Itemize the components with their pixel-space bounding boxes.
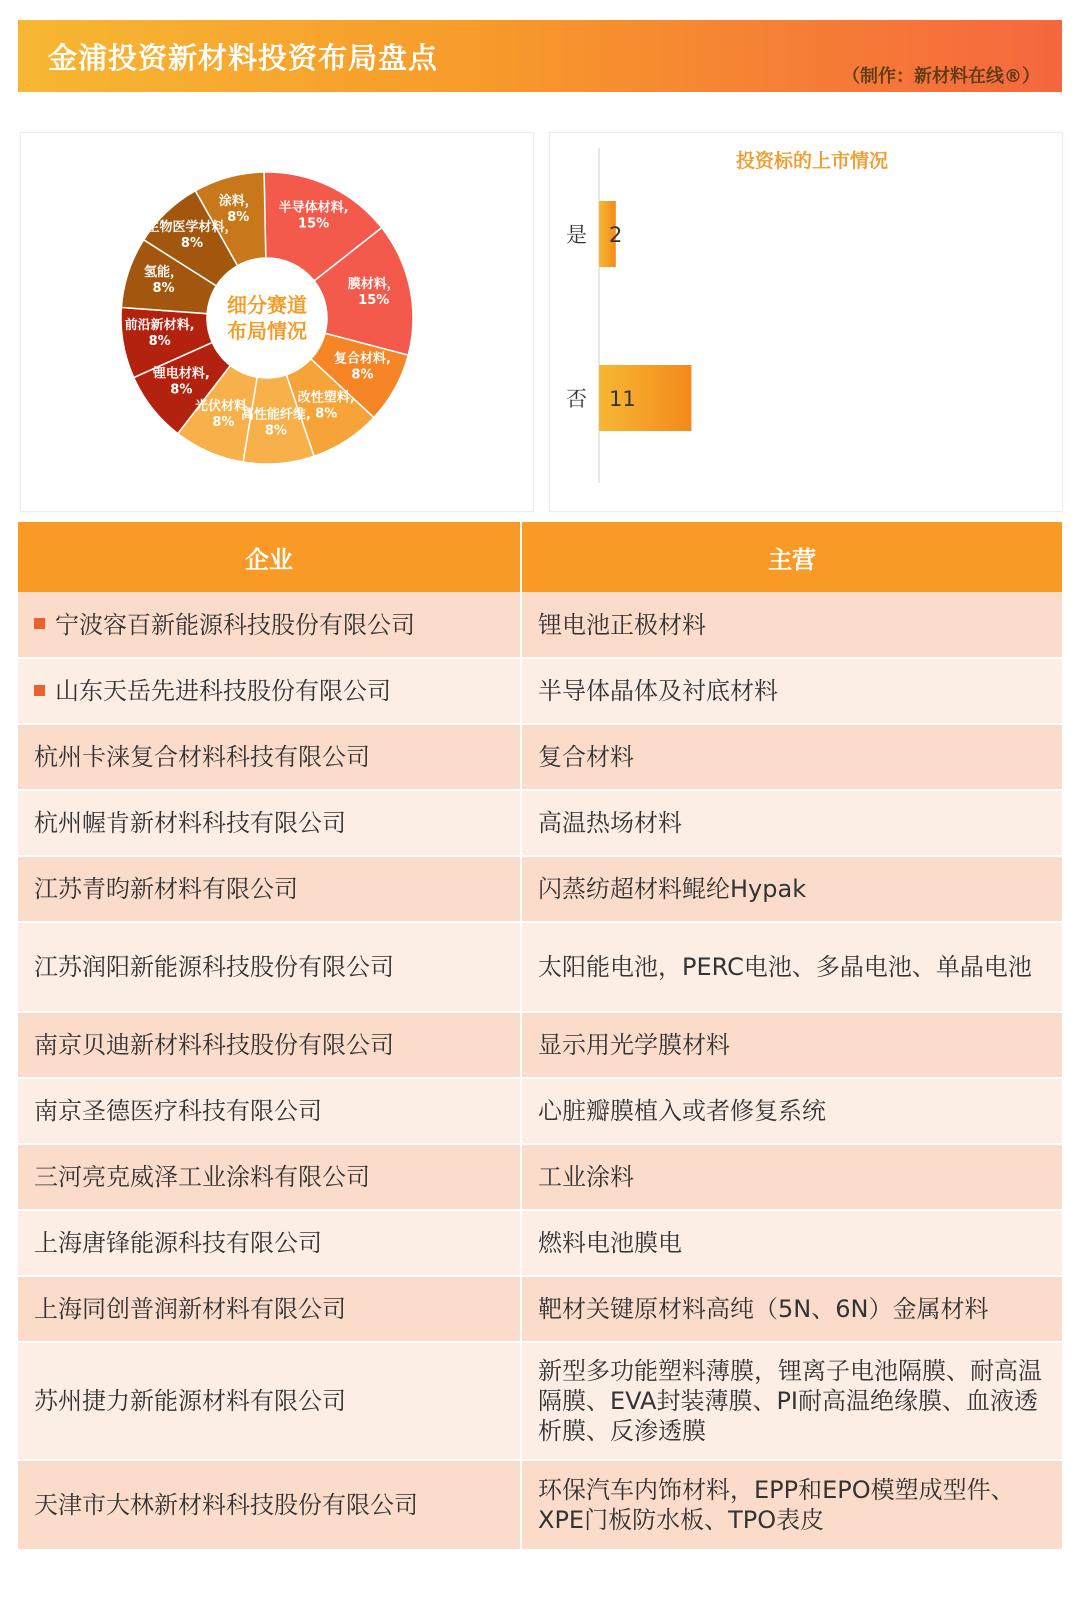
company-cell xyxy=(18,1078,521,1144)
donut-slice-label: 半导体材料, 15% xyxy=(278,200,349,232)
donut-slice-label: 前沿新材料, 8% xyxy=(124,317,195,349)
listed-marker-icon xyxy=(34,618,45,629)
table-header-row xyxy=(18,522,1062,592)
table-row xyxy=(18,1078,1062,1144)
donut-slice-label: 复合材料, 8% xyxy=(333,351,391,383)
donut-slice-label: 改性塑料, 8% xyxy=(297,390,355,422)
donut-slice-label: 氢能， 8% xyxy=(143,264,184,296)
donut-slice-label: 涂料， 8% xyxy=(218,193,258,225)
bar-chart-panel xyxy=(549,132,1063,512)
bar-value-label: 11 xyxy=(609,387,636,411)
business-cell: 燃料电池膜电 xyxy=(521,1210,1062,1276)
table-row xyxy=(18,724,1062,790)
company-name: 江苏润阳新能源科技股份有限公司 xyxy=(34,953,394,981)
business-cell: 锂电池正极材料 xyxy=(521,592,1062,658)
company-cell xyxy=(18,1342,521,1460)
bar-category-label: 否 xyxy=(566,387,587,411)
company-name: 天津市大林新材料科技股份有限公司 xyxy=(34,1491,418,1519)
table-row xyxy=(18,1460,1062,1550)
donut-center-label: 细分赛道 xyxy=(227,293,307,317)
business-cell: 显示用光学膜材料 xyxy=(521,1012,1062,1078)
table-row xyxy=(18,658,1062,724)
donut-center-label: 布局情况 xyxy=(227,319,307,343)
table-row xyxy=(18,592,1062,658)
business-cell: 太阳能电池，PERC电池、多晶电池、单晶电池 xyxy=(521,922,1062,1012)
company-name: 上海同创普润新材料有限公司 xyxy=(34,1295,346,1323)
company-name: 南京圣德医疗科技有限公司 xyxy=(34,1097,322,1125)
company-name: 三河亮克威泽工业涂料有限公司 xyxy=(34,1163,370,1191)
company-name: 南京贝迪新材料科技股份有限公司 xyxy=(34,1031,394,1059)
table-row xyxy=(18,1210,1062,1276)
business-cell: 新型多功能塑料薄膜，锂离子电池隔膜、耐高温隔膜、EVA封装薄膜、PI耐高温绝缘膜、血液透析膜、反渗透膜 xyxy=(521,1342,1062,1460)
bar-chart-title: 投资标的上市情况 xyxy=(735,150,889,172)
company-cell xyxy=(18,1460,521,1550)
business-cell: 工业涂料 xyxy=(521,1144,1062,1210)
table-row xyxy=(18,1144,1062,1210)
company-name: 山东天岳先进科技股份有限公司 xyxy=(55,677,391,705)
company-cell xyxy=(18,1210,521,1276)
company-name: 杭州卡涞复合材料科技有限公司 xyxy=(34,743,370,771)
business-cell: 半导体晶体及衬底材料 xyxy=(521,658,1062,724)
company-cell xyxy=(18,1144,521,1210)
donut-slice-label: 膜材料， 15% xyxy=(347,276,400,308)
donut-chart xyxy=(21,133,533,511)
company-name: 江苏青昀新材料有限公司 xyxy=(34,875,298,903)
table-row xyxy=(18,790,1062,856)
table-row xyxy=(18,1342,1062,1460)
company-name: 上海唐锋能源科技有限公司 xyxy=(34,1229,322,1257)
donut-slice-label: 光伏材料, 8% xyxy=(194,398,252,430)
table-row xyxy=(18,856,1062,922)
table-row xyxy=(18,1276,1062,1342)
company-table xyxy=(18,522,1062,1551)
header-banner xyxy=(18,20,1062,92)
company-cell xyxy=(18,1276,521,1342)
company-name: 宁波容百新能源科技股份有限公司 xyxy=(55,610,415,639)
page-title: 金浦投资新材料投资布局盘点 xyxy=(48,41,439,75)
company-cell xyxy=(18,724,521,790)
header-business: 主营 xyxy=(521,522,1062,592)
bar-chart xyxy=(550,133,1062,511)
business-cell: 闪蒸纺超材料鲲纶Hypak xyxy=(521,856,1062,922)
business-cell: 心脏瓣膜植入或者修复系统 xyxy=(521,1078,1062,1144)
bar-value-label: 2 xyxy=(609,223,623,247)
table-row xyxy=(18,922,1062,1012)
donut-slice-label: 生物医学材料， 8% xyxy=(146,219,238,251)
bar-category-label: 是 xyxy=(566,223,587,247)
company-table-wrap xyxy=(18,522,1062,1551)
donut-slice-label: 锂电材料, 8% xyxy=(152,366,210,398)
business-cell: 靶材关键原材料高纯（5N、6N）金属材料 xyxy=(521,1276,1062,1342)
company-cell xyxy=(18,1012,521,1078)
business-cell: 环保汽车内饰材料，EPP和EPO模塑成型件、XPE门板防水板、TPO表皮 xyxy=(521,1460,1062,1550)
credit-label: （制作：新材料在线®） xyxy=(842,66,1040,87)
company-name: 苏州捷力新能源材料有限公司 xyxy=(34,1387,346,1415)
company-cell xyxy=(18,592,521,658)
company-cell xyxy=(18,790,521,856)
company-cell xyxy=(18,658,521,724)
business-cell: 复合材料 xyxy=(521,724,1062,790)
listed-marker-icon xyxy=(34,685,45,696)
company-cell xyxy=(18,856,521,922)
company-name: 杭州幄肯新材料科技有限公司 xyxy=(34,809,346,837)
header-company: 企业 xyxy=(18,522,521,592)
donut-chart-panel xyxy=(20,132,534,512)
table-row xyxy=(18,1012,1062,1078)
company-cell xyxy=(18,922,521,1012)
business-cell: 高温热场材料 xyxy=(521,790,1062,856)
donut-slice-label: 高性能纤维, 8% xyxy=(240,407,311,439)
